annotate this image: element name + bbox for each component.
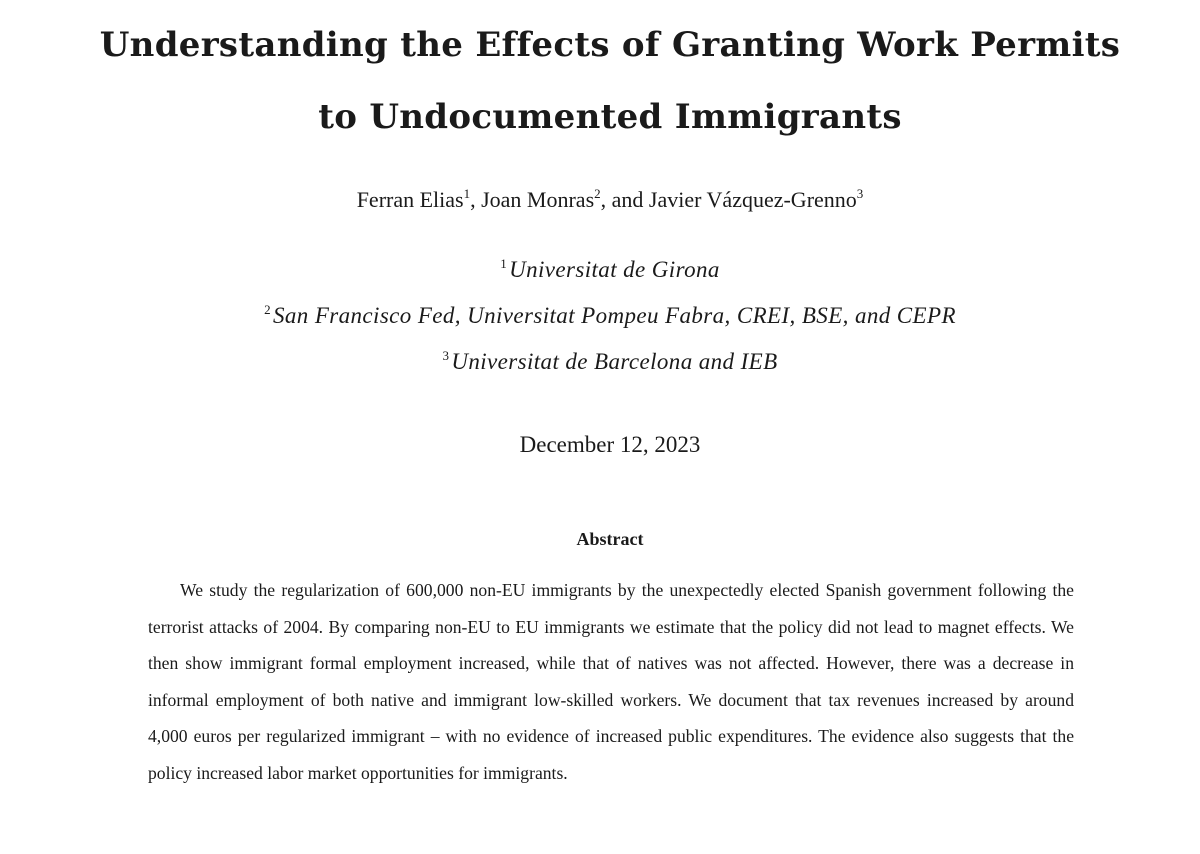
author-name: Ferran Elias	[356, 187, 464, 212]
affiliation	[0, 302, 1200, 329]
affiliation-text: Universitat de Girona	[509, 257, 720, 282]
author-affiliation-mark: 2	[594, 186, 601, 201]
affiliation-mark: 2	[264, 302, 271, 317]
affiliation-mark: 3	[442, 348, 450, 363]
publication-date: December 12, 2023	[519, 432, 701, 457]
author-name: Joan Monras	[481, 187, 595, 212]
paper-title-line-2: to Undocumented Immigrants	[318, 97, 902, 137]
author-name: Javier Vázquez-Grenno	[648, 187, 857, 212]
abstract-body: We study the regularization of 600,000 non-EU immigrants by the unexpectedly elected Spanish government following the terrorist attacks of 2004. By comparing non-EU to EU immigrants we estimate that the policy did not lead to magnet effects. We then show immigrant formal employment increased, while that of natives was not affected. However, there was a decrease in informal employment of both native and immigrant low-skilled workers. We document that tax revenues increased by around 4,000 euros per regularized immigrant – with no evidence of increased public expenditures. The evidence also suggests that the policy increased labor market opportunities for immigrants.	[148, 580, 1074, 783]
author-separator: ,	[470, 187, 482, 212]
affiliation-text: San Francisco Fed, Universitat Pompeu Fabra, CREI, BSE, and CEPR	[272, 303, 956, 328]
abstract-heading: Abstract	[576, 529, 644, 549]
paper-title-line-1: Understanding the Effects of Granting Work Permits	[99, 25, 1121, 65]
author-separator: , and	[600, 187, 649, 212]
affiliation-mark: 1	[500, 256, 508, 271]
author-affiliation-mark: 3	[856, 186, 864, 201]
author-affiliation-mark: 1	[463, 186, 471, 201]
author-list	[0, 186, 1200, 213]
affiliation	[0, 348, 1200, 375]
affiliation	[0, 256, 1200, 283]
affiliation-text: Universitat de Barcelona and IEB	[451, 349, 778, 374]
